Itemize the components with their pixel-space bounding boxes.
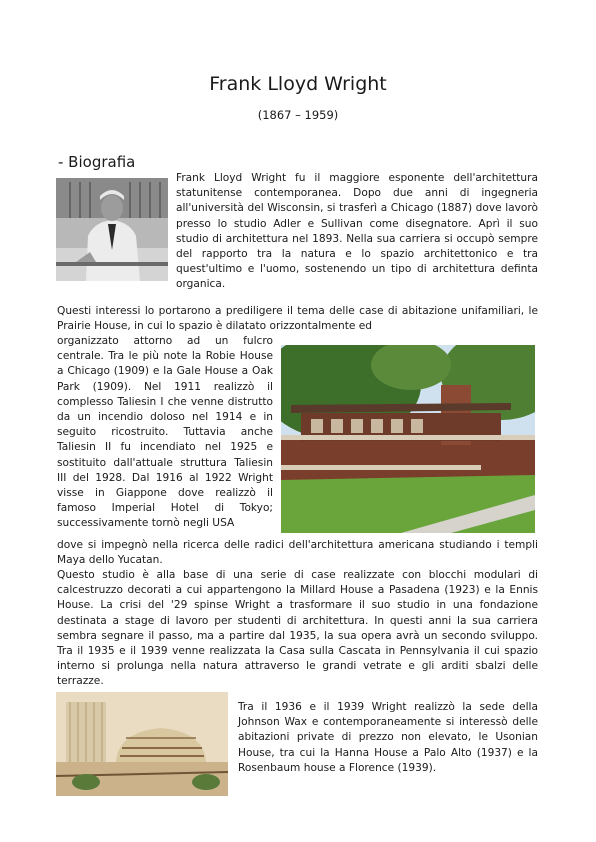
paragraph-prairie-bottom: dove si impegnò nella ricerca delle radici dell'architettura americana studiando i templi Maya dello Yucatan.: [57, 539, 538, 567]
paragraph-modular: Questo studio è alla base di una serie di case realizzate con blocchi modulari di calcestruzzo decorati a cui appartengono la Millard House a Pasadena (1923) e la Ennis House. La crisi del '29 spinse Wright a trasformare il suo studio in una fondazione destinata a stage di lavoro per studenti di architettura. In questi anni la sua carriera sembra segnare il passo, ma a partire dal 1935, la sua opera avrà un secondo sviluppo. Tra il 1935 e il 1939 venne realizzata la Casa sulla Cascata in Pennsylvania il cui spazio interno si prolunga nella natura attraverso le grandi vetrate e gli arditi sbalzi delle terrazze.: [57, 569, 538, 688]
paragraph-johnson-wax: Tra il 1936 e il 1939 Wright realizzò la sede della Johnson Wax e contemporaneamente si interessò delle abitazioni private di prezzo non elevato, le Usonian House, tra cui la Hanna House a Palo Alto (1937) e la Rosenbaum house a Florence (1939).: [238, 701, 538, 774]
portrait-photo: [56, 178, 168, 281]
life-dates: (1867 – 1959): [257, 108, 339, 122]
paragraph-prairie-left: organizzato attorno ad un fulcro centrale. Tra le più note la Robie House a Chicago (1909) e la Gale House a Oak Park (1909). Nel 1911 realizzò il complesso Taliesin I che venne distrutto da un incendio doloso nel 1914 e in seguito ricostruito. Tuttavia anche Taliesin II fu incendiato nel 1925 e sostituito dall'attuale struttura Taliesin III del 1928. Dal 1916 al 1922 Wright visse in Giappone dove realizzò il famoso Imperial Hotel di Tokyo; successivamente tornò negli USA: [57, 335, 273, 530]
section-heading: - Biografia: [58, 153, 136, 171]
page-title: Frank Lloyd Wright: [209, 73, 387, 95]
paragraph-intro: Frank Lloyd Wright fu il maggiore esponente dell'architettura statunitense contemporanea. Dopo due anni di ingegneria all'università del Wisconsin, si trasferì a Chicago (1887) dove lavorò presso lo studio Adler e Sullivan come disegnatore. Aprì il suo studio di architettura nel 1893. Nella sua carriera si occupò sempre del rapporto tra la natura e lo spazio architettonico e tra quest'ultimo e l'uomo, sostenendo un tipo di architettura definta organica.: [176, 172, 538, 291]
guggenheim-sketch: [56, 692, 228, 796]
paragraph-prairie-top: Questi interessi lo portarono a prediligere il tema delle case di abitazione unifamiliari, le Prairie House, in cui lo spazio è dilatato orizzontalmente ed: [57, 305, 538, 333]
robie-house-photo: [281, 345, 535, 533]
